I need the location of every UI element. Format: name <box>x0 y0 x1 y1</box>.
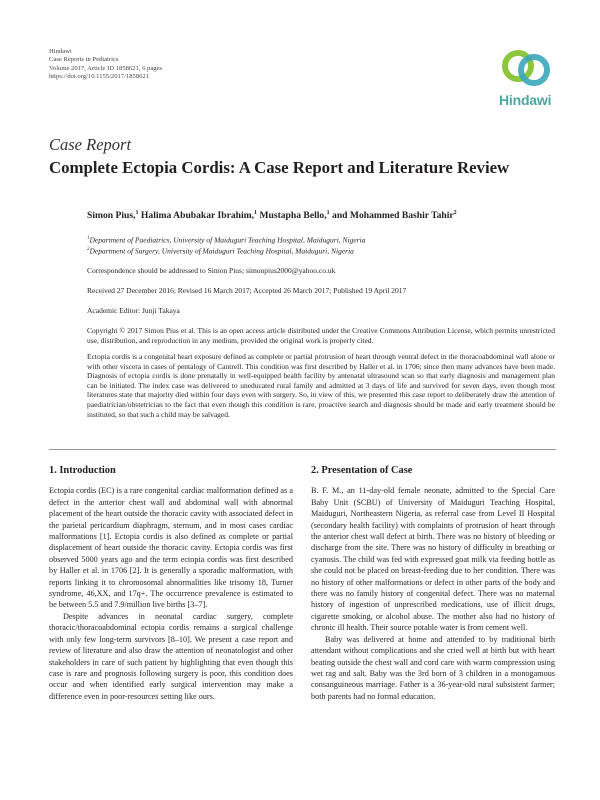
academic-editor: Academic Editor: Junji Takaya <box>87 306 180 315</box>
author[interactable]: Simon Pius,$^1$ <box>87 210 139 222</box>
volume-line: Volume 2017, Article ID 1858621, 6 pages <box>49 64 163 72</box>
hindawi-logo-text: Hindawi <box>499 92 552 108</box>
paragraph: Despite advances in neonatal cardiac surgery, complete thoracic/thoracoabdominal ectopia cordis remains a surgical challenge with only few long-term survivors [8–10]. We present a case report and review of literature and also draw the attention of neonatologist and other stakeholders in care of such patient by highlighting that even though this case is rare and prognosis following surgery is poor, this condition does occur and when identified early surgical intervention may make a difference even in poor-resources setting like ours. <box>49 611 293 701</box>
section-heading: 2. Presentation of Case <box>311 465 413 476</box>
author-list <box>87 210 457 221</box>
abstract: Ectopia cordis is a congenital heart exposure defined as complete or partial protrusion of heart through ventral defect in the thoracoabdominal wall alone or with other viscera in cases of pentalogy of Cantrell. This condition was first described by Haller et al. in 1706; since then many advances have been made. Diagnosis of ectopia cordis is done prenatally in well-equipped health facility by antenatal ultrasound scan so that early diagnosis and management plan can be initiated. The index case was delivered to uneducated rural family and admitted at 3 days of life and survived for seven days, even though most literatures state that majority died within four days even with surgery. So, in view of this, we presented this case report to deliberately draw the attention of paediatrician/obstetrician to the fact that even though this condition is rare, proactive search and diagnosis should be made and early treatment should be instituted, so that such a child may be salvaged. <box>87 352 555 419</box>
doi-link[interactable]: https://doi.org/10.1155/2017/1858621 <box>49 72 150 80</box>
section-heading: 1. Introduction <box>49 465 116 476</box>
hindawi-logo-icon <box>496 44 558 92</box>
journal-name: Case Reports in Pediatrics <box>49 56 119 64</box>
paragraph: B. F. M., an 11-day-old female neonate, admitted to the Special Care Baby Unit (SCBU) of University of Maiduguri Teaching Hospital, Maiduguri, Northeastern Nigeria, as referral case from Level II Hospital (secondary health facility) with complaints of protrusion of heart through the anterior chest wall defect at birth. There was no history of bleeding or discharge from the site. There was no history of difficulty in breathing or cyanosis. The child was fed with expressed goat milk via feeding bottle as she could not be placed on breast-feeding due to her condition. There was no history of other malformations or defect in other parts of the body and there was no family history of congenital defect. There was no maternal history of ingestion of unprescribed medications, use of illicit drugs, cigarette smoking, or alcohol abuse. The mother also had no history of chronic ill health. Their source potable water is from cement well. <box>311 486 555 633</box>
correspondence: Correspondence should be addressed to Simon Pius; simonpius2000@yahoo.co.uk <box>87 266 336 275</box>
hindawi-logo <box>496 44 558 97</box>
paragraph: Ectopia cordis (EC) is a rare congenital cardiac malformation defined as a defect in the anterior chest wall and abdominal wall with abnormal placement of the heart outside the thoracic cavity with associated defect in the parietal pericardium diaphragm, sternum, and in most cases cardiac malformations [1]. Ectopia cordis is also defined as complete or partial displacement of heart outside the thoracic cavity. Ectopia cordis was first observed 5000 years ago and the term ectopia cordis was first described by Haller et al. in 1706 [2]. It is generally a sporadic malformation, with reports linking it to chromosomal abnormalities like trisomy 18, Turner syndrome, 46,XX, and 17q+. The occurrence prevalence is estimated to be between 5.5 and 7.9/million live births [3–7]. <box>49 486 293 610</box>
section-presentation-of-case <box>311 465 555 702</box>
author[interactable]: and Mohammed Bashir Tahir$^2$ <box>329 210 457 222</box>
journal-header <box>49 48 162 81</box>
section-introduction <box>49 465 293 702</box>
article-dates: Received 27 December 2016; Revised 16 March 2017; Accepted 26 March 2017; Published 19 April 2017 <box>87 286 407 295</box>
affiliation: $^2$Department of Surgery, University of Maiduguri Teaching Hospital, Maiduguri, Nigeria <box>87 246 354 256</box>
affiliation: $^1$Department of Paediatrics, University of Maiduguri Teaching Hospital, Maiduguri, Nigeria <box>87 235 366 245</box>
section-divider <box>49 449 556 450</box>
copyright-notice: Copyright © 2017 Simon Pius et al. This is an open access article distributed under the Creative Commons Attribution License, which permits unrestricted use, distribution, and reproduction in any medium, provided the original work is properly cited. <box>87 326 555 345</box>
affiliations <box>87 234 555 256</box>
page-title: Complete Ectopia Cordis: A Case Report and Literature Review <box>49 158 510 177</box>
author[interactable]: Mustapha Bello,$^1$ <box>257 210 330 222</box>
author[interactable]: Halima Abubakar Ibrahim,$^1$ <box>138 210 258 222</box>
paragraph: Baby was delivered at home and attended to by traditional birth attendant without complications and she cried well at birth but with heart beating outside the chest wall and cord care with warm compression using wet rag and salt. Baby was the 3rd born of 3 children in a monogamous consanguineous marriage. Father is a 36-year-old rural subsistent farmer; both parents had no formal education. <box>311 634 555 701</box>
publisher-name: Hindawi <box>49 48 72 55</box>
article-type: Case Report <box>49 135 132 154</box>
